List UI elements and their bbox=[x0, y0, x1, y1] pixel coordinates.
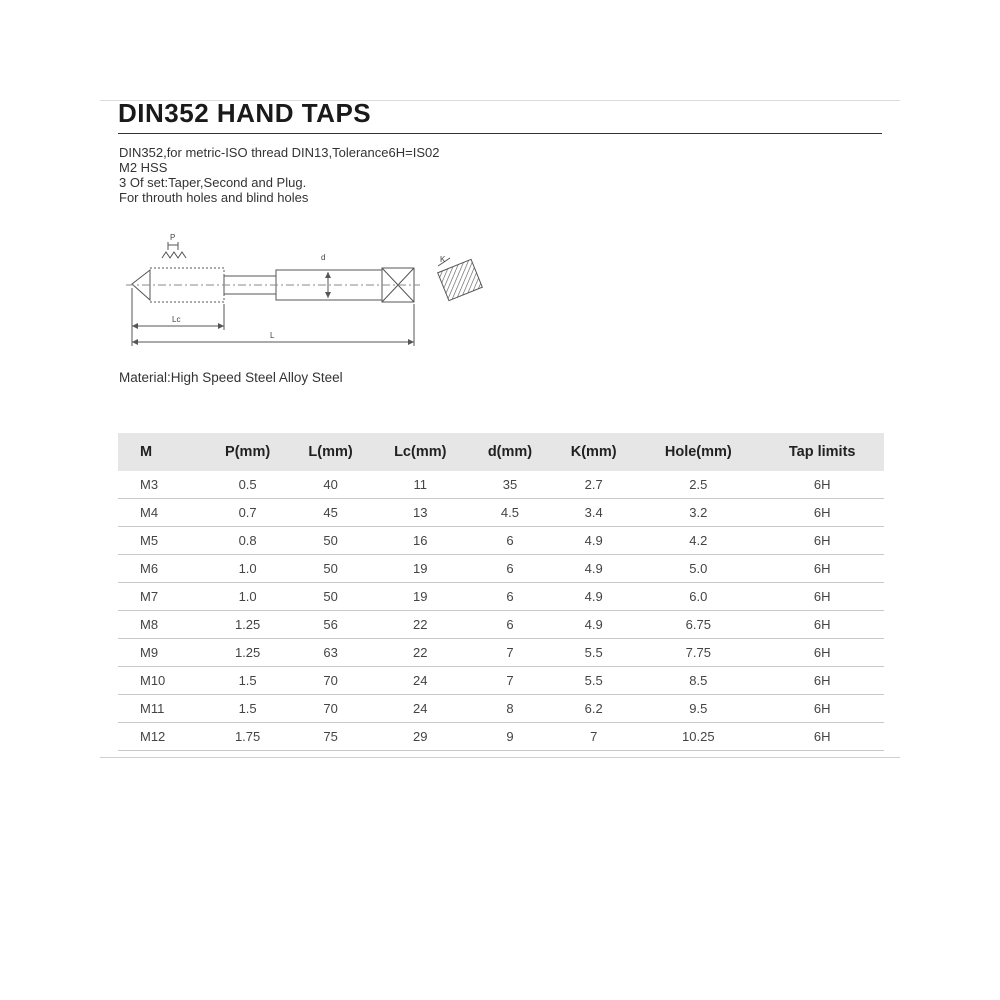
table-cell: 0.8 bbox=[206, 527, 290, 555]
col-header-diameter: d(mm) bbox=[469, 433, 551, 471]
diameter-label: d bbox=[321, 253, 326, 262]
table-body bbox=[118, 471, 884, 751]
table-cell: M12 bbox=[118, 723, 206, 751]
table-cell: 3.4 bbox=[551, 499, 636, 527]
table-cell: 24 bbox=[372, 695, 469, 723]
table-cell: 5.0 bbox=[636, 555, 760, 583]
length-label: L bbox=[270, 331, 275, 340]
table-row bbox=[118, 499, 884, 527]
table-cell: 70 bbox=[289, 667, 371, 695]
table-cell: 6H bbox=[760, 695, 884, 723]
table-cell: 1.0 bbox=[206, 555, 290, 583]
table-cell: 9 bbox=[469, 723, 551, 751]
table-cell: M8 bbox=[118, 611, 206, 639]
table-cell: 22 bbox=[372, 611, 469, 639]
bottom-divider bbox=[100, 757, 900, 758]
table-cell: 3.2 bbox=[636, 499, 760, 527]
table-cell: 8 bbox=[469, 695, 551, 723]
table-cell: 11 bbox=[372, 471, 469, 499]
table-cell: M10 bbox=[118, 667, 206, 695]
description-line: DIN352,for metric-ISO thread DIN13,Tolerance6H=IS02 bbox=[119, 145, 440, 160]
col-header-m: M bbox=[118, 433, 206, 471]
table-cell: M11 bbox=[118, 695, 206, 723]
table-row bbox=[118, 667, 884, 695]
table-cell: 2.7 bbox=[551, 471, 636, 499]
square-section bbox=[438, 259, 483, 300]
table-cell: M9 bbox=[118, 639, 206, 667]
page-title: DIN352 HAND TAPS bbox=[118, 98, 372, 128]
table-cell: 45 bbox=[289, 499, 371, 527]
square-label: K bbox=[440, 255, 446, 264]
table-cell: 8.5 bbox=[636, 667, 760, 695]
table-row bbox=[118, 583, 884, 611]
col-header-pitch: P(mm) bbox=[206, 433, 290, 471]
table-cell: 19 bbox=[372, 583, 469, 611]
col-header-k: K(mm) bbox=[551, 433, 636, 471]
table-cell: 6H bbox=[760, 527, 884, 555]
description-line: 3 Of set:Taper,Second and Plug. bbox=[119, 175, 307, 190]
table-cell: 6.0 bbox=[636, 583, 760, 611]
col-header-tap-limits: Tap limits bbox=[760, 433, 884, 471]
table-cell: 63 bbox=[289, 639, 371, 667]
table-cell: 6.75 bbox=[636, 611, 760, 639]
table-row bbox=[118, 471, 884, 499]
table-cell: 16 bbox=[372, 527, 469, 555]
table-cell: 70 bbox=[289, 695, 371, 723]
table-cell: 1.0 bbox=[206, 583, 290, 611]
table-cell: 7 bbox=[469, 667, 551, 695]
pitch-label: P bbox=[170, 233, 176, 242]
table-row bbox=[118, 555, 884, 583]
table-cell: 1.75 bbox=[206, 723, 290, 751]
tap-drawing bbox=[110, 228, 500, 353]
table-cell: 4.9 bbox=[551, 583, 636, 611]
tap-specs-table bbox=[118, 433, 884, 751]
table-header-row bbox=[118, 433, 884, 471]
table-cell: 5.5 bbox=[551, 639, 636, 667]
table-cell: 1.5 bbox=[206, 695, 290, 723]
table-cell: 75 bbox=[289, 723, 371, 751]
table-cell: 4.2 bbox=[636, 527, 760, 555]
table-cell: 10.25 bbox=[636, 723, 760, 751]
table-cell: 5.5 bbox=[551, 667, 636, 695]
table-row bbox=[118, 527, 884, 555]
table-cell: 50 bbox=[289, 583, 371, 611]
table-cell: 9.5 bbox=[636, 695, 760, 723]
table-cell: 2.5 bbox=[636, 471, 760, 499]
col-header-length: L(mm) bbox=[289, 433, 371, 471]
table-cell: 6H bbox=[760, 499, 884, 527]
table-cell: 6H bbox=[760, 639, 884, 667]
table-cell: 0.7 bbox=[206, 499, 290, 527]
table-cell: 50 bbox=[289, 555, 371, 583]
table-cell: 6H bbox=[760, 723, 884, 751]
table-cell: 6H bbox=[760, 471, 884, 499]
description-line: M2 HSS bbox=[119, 160, 168, 175]
table-cell: M7 bbox=[118, 583, 206, 611]
table-cell: 13 bbox=[372, 499, 469, 527]
table-cell: 0.5 bbox=[206, 471, 290, 499]
table-row bbox=[118, 723, 884, 751]
table-cell: 1.25 bbox=[206, 639, 290, 667]
table-cell: M6 bbox=[118, 555, 206, 583]
description-line: For throuth holes and blind holes bbox=[119, 190, 309, 205]
table-cell: 6.2 bbox=[551, 695, 636, 723]
table-cell: 1.25 bbox=[206, 611, 290, 639]
table-cell: 6H bbox=[760, 611, 884, 639]
table-cell: 4.5 bbox=[469, 499, 551, 527]
table-cell: 29 bbox=[372, 723, 469, 751]
table-cell: 1.5 bbox=[206, 667, 290, 695]
table-cell: 22 bbox=[372, 639, 469, 667]
table-cell: 40 bbox=[289, 471, 371, 499]
table-cell: 7.75 bbox=[636, 639, 760, 667]
title-underline bbox=[118, 133, 882, 134]
table-cell: 56 bbox=[289, 611, 371, 639]
table-row bbox=[118, 611, 884, 639]
table-cell: M5 bbox=[118, 527, 206, 555]
table-cell: 19 bbox=[372, 555, 469, 583]
table-cell: M3 bbox=[118, 471, 206, 499]
table-row bbox=[118, 639, 884, 667]
material-note: Material:High Speed Steel Alloy Steel bbox=[119, 370, 343, 385]
table-cell: 6 bbox=[469, 555, 551, 583]
table-cell: 4.9 bbox=[551, 527, 636, 555]
table-cell: 4.9 bbox=[551, 611, 636, 639]
table-cell: 7 bbox=[551, 723, 636, 751]
pitch-detail bbox=[162, 252, 186, 258]
table-cell: 6H bbox=[760, 555, 884, 583]
table-cell: 24 bbox=[372, 667, 469, 695]
table-cell: M4 bbox=[118, 499, 206, 527]
table-cell: 50 bbox=[289, 527, 371, 555]
table-cell: 7 bbox=[469, 639, 551, 667]
lc-label: Lc bbox=[172, 315, 181, 324]
table-cell: 6H bbox=[760, 583, 884, 611]
table-cell: 6 bbox=[469, 527, 551, 555]
col-header-hole: Hole(mm) bbox=[636, 433, 760, 471]
table-cell: 6 bbox=[469, 611, 551, 639]
col-header-lc: Lc(mm) bbox=[372, 433, 469, 471]
table-cell: 35 bbox=[469, 471, 551, 499]
table-cell: 6H bbox=[760, 667, 884, 695]
table-row bbox=[118, 695, 884, 723]
table-cell: 4.9 bbox=[551, 555, 636, 583]
description bbox=[119, 145, 439, 205]
table-cell: 6 bbox=[469, 583, 551, 611]
